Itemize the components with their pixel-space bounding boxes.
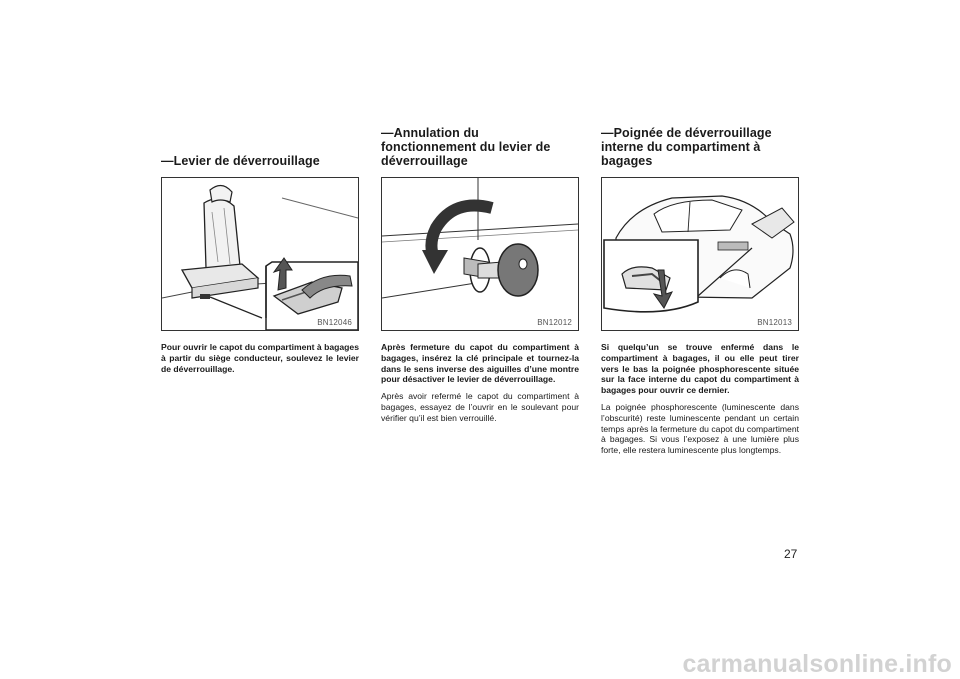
instruction-bold: Si quelqu’un se trouve enfermé dans le compartiment à bagages, il ou elle peut tirer vers le bas la poignée phosphorescente située sur la face interne du capot du compartiment à bagages pour ouvrir ce dernier.: [601, 342, 799, 396]
seat-lever-illustration: [162, 178, 358, 330]
instruction-normal: Après avoir refermé le capot du compartiment à bagages, essayez de l’ouvrir en le soulevant pour vérifier qu’il est bien verrouillé.: [381, 391, 579, 423]
section-heading: —Poignée de déverrouillage interne du compartiment à bagages: [601, 126, 772, 168]
figure-key-lock: [381, 177, 579, 331]
figure-driver-seat-lever: [161, 177, 359, 331]
section-heading: —Levier de déverrouillage: [161, 154, 320, 168]
section-body: [601, 342, 799, 456]
figure-code: BN12013: [757, 318, 792, 327]
instruction-normal: La poignée phosphorescente (luminescente dans l’obscurité) reste luminescente pendant un certain temps après la fermeture du capot du compartiment à bagages. Si vous l’exposez à une lumière plus forte, elle restera luminescente plus longtemps.: [601, 401, 799, 456]
watermark: carmanualsonline.info: [682, 650, 952, 678]
instruction-bold: Pour ouvrir le capot du compartiment à bagages à partir du siège conducteur, soulevez le levier de déverrouillage.: [161, 342, 359, 374]
key-lock-illustration: [382, 178, 578, 330]
section-body: [161, 342, 359, 380]
page-number: 27: [784, 547, 798, 561]
section-heading: —Annulation du fonctionnement du levier de déverrouillage: [381, 126, 551, 168]
trunk-handle-illustration: [602, 178, 798, 330]
figure-code: BN12046: [317, 318, 352, 327]
section-body: [381, 342, 579, 424]
instruction-bold: Après fermeture du capot du compartiment à bagages, insérez la clé principale et tournez-la dans le sens inverse des aiguilles d’une montre pour désactiver le levier de déverrouillage.: [381, 342, 579, 385]
figure-car-trunk-handle: [601, 177, 799, 331]
figure-code: BN12012: [537, 318, 572, 327]
